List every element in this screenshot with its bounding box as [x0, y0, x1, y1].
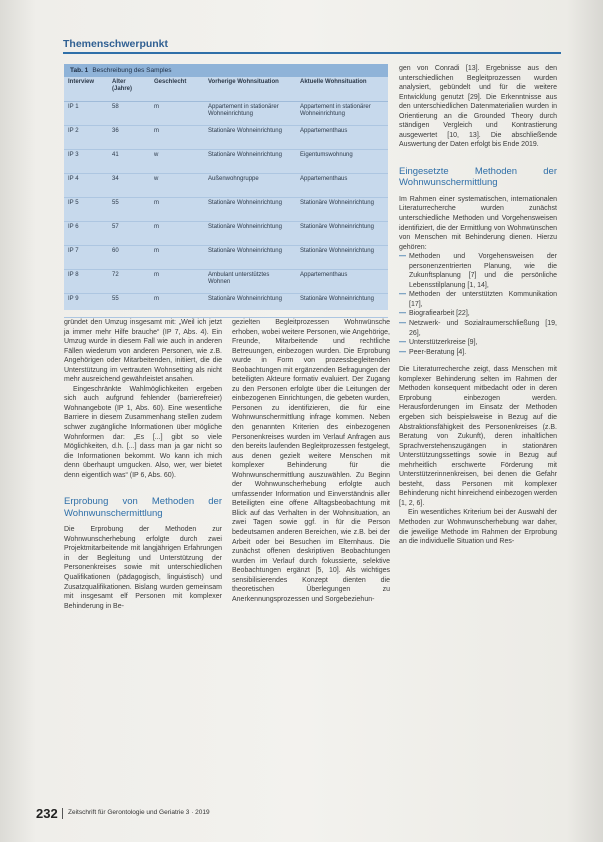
- table-row: [64, 150, 388, 174]
- table-cell: m: [150, 198, 204, 222]
- text-column-1: [64, 318, 222, 611]
- table-cell: 72: [108, 270, 150, 294]
- text-column-2: [232, 318, 390, 604]
- table-cell: IP 3: [64, 150, 108, 174]
- journal-name: Zeitschrift für Gerontologie und Geriatrie 3 · 2019: [68, 809, 210, 816]
- table-header-cell: Vorherige Wohnsituation: [204, 77, 296, 102]
- table-cell: Stationäre Wohneinrichtung: [204, 294, 296, 318]
- paragraph: gen von Conradi [13]. Ergebnisse aus den unterschiedlichen Begleitprozessen wurden analysiert, gebündelt und für die weitere Entwicklung genutzt [29]. Die Erkenntnisse aus den unterschiedlichen Datenmaterialien wurden in Orientierung an die Grounded Theory durch ständigen Vergleich und Kontrastierung ausgewertet [10, 13]. Die abschließende Auswertung der Daten erfolgt bis Ende 2019.: [399, 65, 557, 149]
- table-cell: 57: [108, 222, 150, 246]
- table-cell: Stationäre Wohneinrichtung: [296, 294, 388, 318]
- table-cell: IP 4: [64, 174, 108, 198]
- table-cell: IP 2: [64, 126, 108, 150]
- table-cell: IP 5: [64, 198, 108, 222]
- table-cell: w: [150, 174, 204, 198]
- table-header-cell: Aktuelle Wohnsituation: [296, 77, 388, 102]
- table-cell: Eigentumswohnung: [296, 150, 388, 174]
- table-cell: m: [150, 270, 204, 294]
- section-heading: Eingesetzte Methoden der Wohnwunschermittlung: [399, 165, 557, 189]
- table-header-cell: Alter (Jahre): [108, 77, 150, 102]
- table-cell: m: [150, 246, 204, 270]
- table-cell: Stationäre Wohneinrichtung: [296, 246, 388, 270]
- section-header: [63, 38, 561, 54]
- table-row: [64, 174, 388, 198]
- methods-list: [399, 252, 557, 357]
- table-cell: Stationäre Wohneinrichtung: [204, 198, 296, 222]
- section-heading: Erprobung von Methoden der Wohnwunschermittlung: [64, 496, 222, 519]
- page-footer: [36, 806, 556, 820]
- table-row: [64, 222, 388, 246]
- table-cell: 34: [108, 174, 150, 198]
- table-header-row: [64, 77, 388, 102]
- table-cell: 41: [108, 150, 150, 174]
- samples-table: [64, 77, 388, 318]
- table-row: [64, 270, 388, 294]
- table-cell: Stationäre Wohneinrichtung: [204, 222, 296, 246]
- page-number: 232: [36, 806, 58, 821]
- table-cell: Ambulant unterstütztes Wohnen: [204, 270, 296, 294]
- table-cell: m: [150, 222, 204, 246]
- table-cell: Stationäre Wohneinrichtung: [204, 126, 296, 150]
- table-header-cell: Interview: [64, 77, 108, 102]
- paragraph: gezielten Begleitprozessen Wohnwünsche erhoben, wobei weitere Personen, wie Angehörige, Freunde, Mitarbeitende und rechtliche Betreuungen, einbezogen wurden. Die Erprobung wurde in Form von prozessbegleitenden Beobachtungen mit ergänzenden Befragungen der beteiligten Akteure formativ evaluiert. Der Zugang zu den Personen erfolgte über die Leitungen der einbezogenen Einrichtungen, die gebeten wurden, Personen zu identifizieren, die für eine Wohnwunschermittlung infrage kommen. Neben den genannten Kriterien des einbezogenen Personenkreises wurden im Verlauf Anfragen aus den bereits laufenden Begleitprozessen festgelegt, aus denen gezielt weitere Menschen mit komplexer Behinderung für die Wohnwunschermittlung auszuwählen. Zu Beginn der Wohnwunscherhebung erfolgte auch umfassender Information und Einverständnis aller Beteiligten eine offene Alltagsbeobachtung mit Blick auf das Verhalten in der Wohnsituation, an zwei Tagen sowie ggf. in für die Person bedeutsamen anderen Bereichen, wie z.B. bei der Arbeit oder bei Besuchen im Elternhaus. Die zunächst offenen deskriptiven Beobachtungen wurden im Verlauf durch fokussierte, selektive Beobachtungen ergänzt [5, 10]. Als wichtiges sensibilisierendes Konzept dienten die theoretischen Überlegungen zu Anerkennungsprozessen und Sorgebeziehun-: [232, 319, 390, 603]
- table-cell: Stationäre Wohneinrichtung: [296, 222, 388, 246]
- paragraph: Im Rahmen einer systematischen, internationalen Literaturrecherche wurden zunächst unterschiedliche Methoden und Vorgehensweisen identifiziert, die der Ermittlung von Wohnwünschen von Menschen mit Behinderung dienen. Hierzu gehören:: [399, 195, 557, 251]
- table-cell: m: [150, 294, 204, 318]
- table-row: [64, 246, 388, 270]
- section-title: Themenschwerpunkt: [63, 38, 169, 50]
- table-cell: Appartement in stationärer Wohneinrichtung: [296, 102, 388, 126]
- table-cell: 60: [108, 246, 150, 270]
- table-body: [64, 102, 388, 318]
- paragraph: Eingeschränkte Wahlmöglichkeiten ergeben sich auch aufgrund fehlender (barrierefreier) Wohnangebote (IP 1, Abs. 60). Eine wesentliche Barriere in diesem Zusammenhang stellen zudem schwer zugängliche Informationen über mögliche Wohnformen dar: „Es [...] gibt so viele Möglichkeiten, d.h. [...] dass man ja gar nicht so die Informationen bekommt. Wo kann ich mich denn überhaupt umgucken. Also, wer, wer bietet denn eigentlich was“ (IP 6, Abs. 60).: [64, 385, 222, 479]
- table-row: [64, 126, 388, 150]
- table-cell: Appartement in stationärer Wohneinrichtung: [204, 102, 296, 126]
- table-cell: w: [150, 150, 204, 174]
- table-caption: [64, 64, 388, 77]
- table-cell: 55: [108, 294, 150, 318]
- table-cell: Stationäre Wohneinrichtung: [204, 246, 296, 270]
- paragraph: Die Literaturrecherche zeigt, dass Menschen mit komplexer Behinderung selten im Rahmen der Methoden konsequent mitbedacht oder in deren Erprobung einbezogen werden. Herausforderungen im Einsatz der Methoden ergeben sich beispielsweise in Bezug auf die Abstraktionsfähigkeit des Personenkreises (z.B. Beratung von Zukunft), deren inhaltlichen Sprachverstehenszugängen in stationären Unterstützungssettings sowie in Bezug auf mehrheitlich erschwerte Förderung mit Unterstützerinnenkreisen, bei denen die Gefahr besteht, dass Personen mit komplexer Behinderung nicht hinreichend einbezogen werden [1, 2, 6].: [399, 366, 557, 507]
- list-item: — Netzwerk- und Sozialraumerschließung [19, 26],: [399, 319, 557, 338]
- table-caption-text: Beschreibung des Samples: [92, 67, 172, 74]
- paragraph: Ein wesentliches Kriterium bei der Auswahl der Methoden zur Wohnwunscherhebung war daher, die jeweilige Methode im Rahmen der Erprobung an die individuelle Situation und Res-: [399, 509, 557, 546]
- list-item: — Methoden und Vorgehensweisen der personenzentrierten Planung, wie die Zukunftsplanung [7] und die persönliche Lebensstilplanung [1, 14],: [399, 252, 557, 290]
- table-cell: 55: [108, 198, 150, 222]
- table-cell: Stationäre Wohneinrichtung: [296, 198, 388, 222]
- paragraph: gründet den Umzug insgesamt mit: „Weil ich jetzt ja immer mehr Hilfe brauche“ (IP 7, Abs. 4). Ein Umzug wurde in diesem Fall wie auch in anderen Fällen wiederum von anderen Personen, wie z.B. Angehörigen oder Mitarbeitenden, initiiert, die die Unterstützung im vertrauten Wohnsetting als nicht mehr ausreichend gewährleistet ansahen.: [64, 319, 222, 384]
- table-cell: Appartementhaus: [296, 174, 388, 198]
- table-header-cell: Geschlecht: [150, 77, 204, 102]
- footer-divider: [62, 808, 63, 819]
- table-cell: Außenwohngruppe: [204, 174, 296, 198]
- table-row: [64, 294, 388, 318]
- paragraph: Die Erprobung der Methoden zur Wohnwunscherhebung erfolgte durch zwei Projektmitarbeitende mit langjährigen Erfahrungen in der Begleitung und Unterstützung der Personenkreises sowie mit unterschiedlichen Qualifikationen (pädagogisch, linguistisch) und Zusatzqualifikationen. Bislang wurden gemeinsam mit insgesamt elf Personen mit komplexer Behinderung in Be-: [64, 526, 222, 610]
- list-item: — Peer-Beratung [4].: [399, 348, 557, 358]
- table-cell: IP 9: [64, 294, 108, 318]
- list-item: — Unterstützerkreise [9],: [399, 338, 557, 348]
- table-label: Tab. 1: [70, 67, 89, 74]
- text-column-3: [399, 64, 557, 547]
- table-cell: m: [150, 126, 204, 150]
- table-cell: IP 6: [64, 222, 108, 246]
- table-cell: 58: [108, 102, 150, 126]
- table-cell: IP 7: [64, 246, 108, 270]
- table-cell: m: [150, 102, 204, 126]
- samples-table-box: [64, 64, 388, 310]
- table-cell: Appartementhaus: [296, 126, 388, 150]
- list-item: — Biografiearbeit [22],: [399, 309, 557, 319]
- table-row: [64, 102, 388, 126]
- table-cell: Appartementhaus: [296, 270, 388, 294]
- table-cell: IP 8: [64, 270, 108, 294]
- table-cell: 36: [108, 126, 150, 150]
- table-cell: Stationäre Wohneinrichtung: [204, 150, 296, 174]
- table-row: [64, 198, 388, 222]
- table-cell: IP 1: [64, 102, 108, 126]
- list-item: — Methoden der unterstützten Kommunikation [17],: [399, 290, 557, 309]
